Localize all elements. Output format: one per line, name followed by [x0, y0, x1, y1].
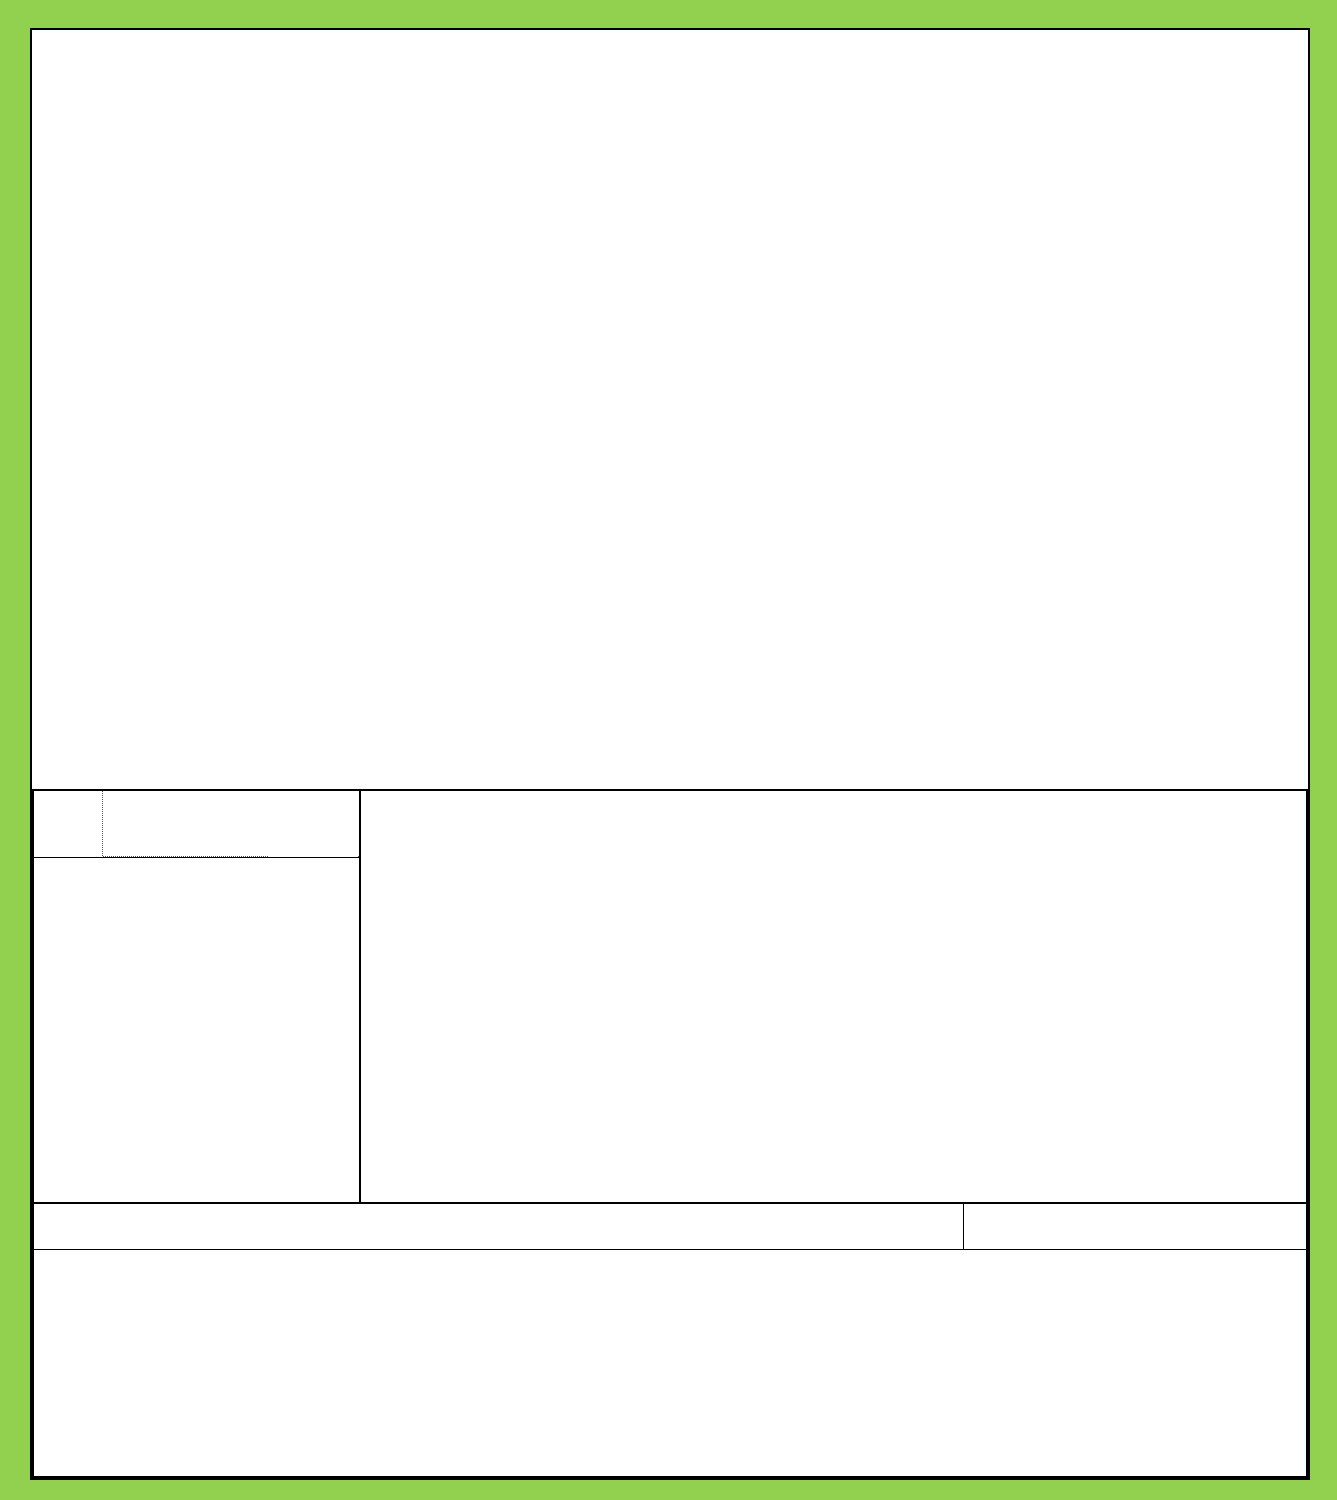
frequency-table [361, 791, 1306, 1202]
recent-column-header [103, 791, 174, 856]
note-text [34, 1204, 964, 1250]
bottom-section [32, 1204, 1308, 1478]
limits-header [964, 1204, 1310, 1250]
before-column-header [268, 856, 359, 857]
zodiac-stats-table [34, 791, 361, 1202]
issue-tables [32, 88, 1308, 776]
zodiac-column-header [34, 791, 103, 856]
zodiac-stats-rows [34, 858, 359, 1202]
main-panel [30, 28, 1310, 1480]
page-title [32, 30, 1308, 88]
zodiac-stats-header [34, 791, 359, 858]
stats-section [32, 789, 1308, 1204]
freq-column-header [103, 856, 268, 857]
